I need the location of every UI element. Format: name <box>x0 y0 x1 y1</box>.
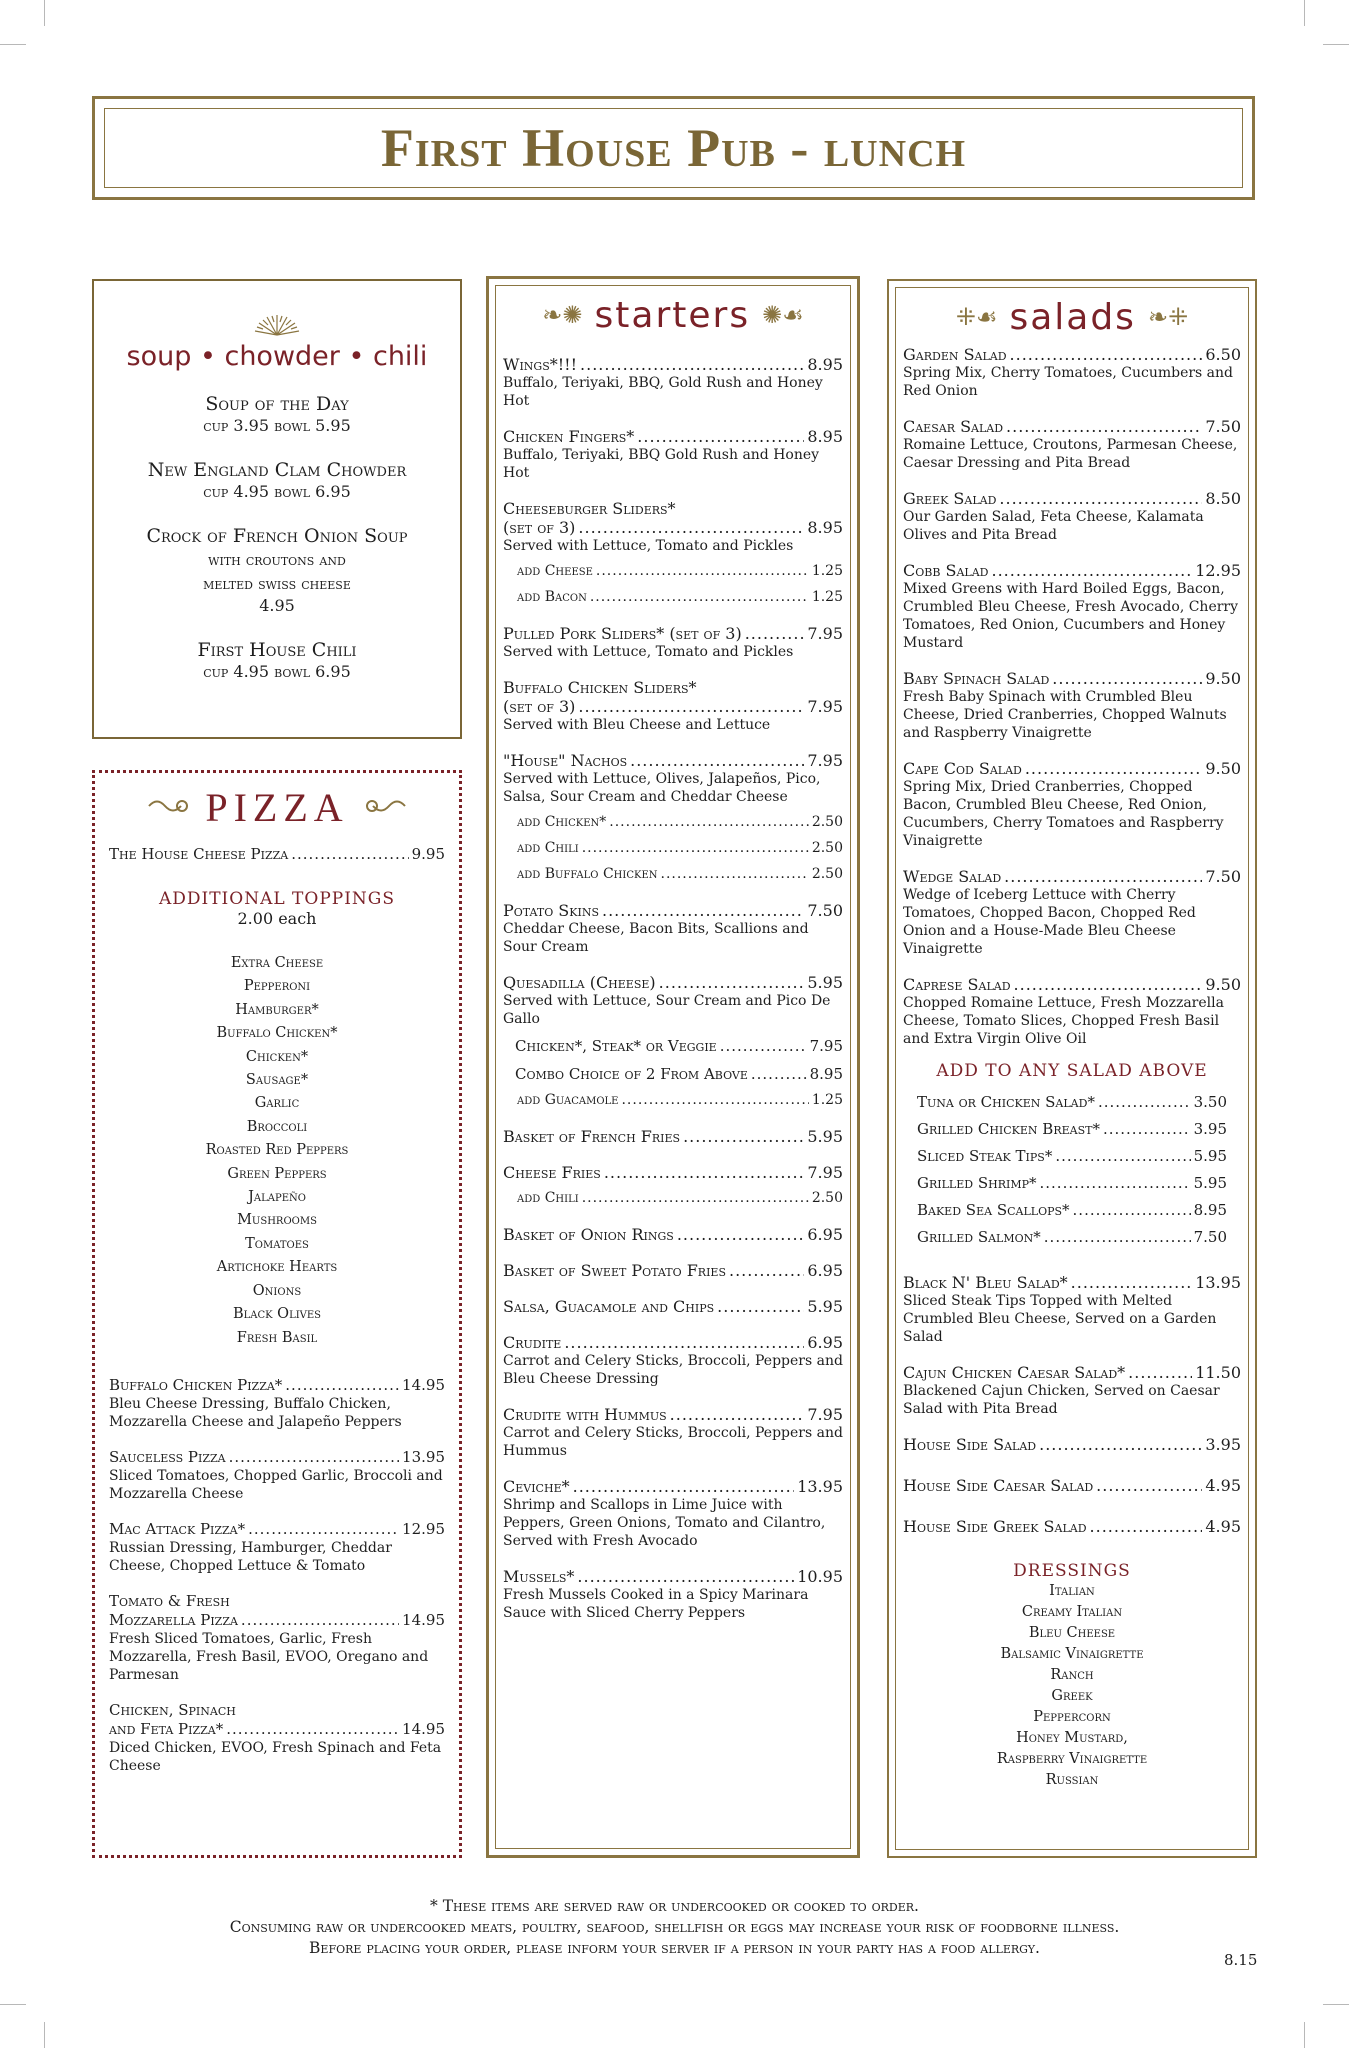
toppings-list <box>109 952 445 1350</box>
crop-mark <box>1304 2022 1305 2048</box>
dressings-header: DRESSINGS <box>1013 1561 1131 1581</box>
menu-item <box>903 1435 1241 1454</box>
menu-item <box>503 1297 843 1316</box>
item-price: 7.50 <box>1205 417 1241 436</box>
fleuron-right-icon: ✺☙ <box>762 300 804 329</box>
menu-item <box>503 1127 843 1146</box>
topping-item: Garlic <box>254 1095 300 1112</box>
addon-name: Combo Choice of 2 From Above <box>515 1065 748 1083</box>
menu-item <box>903 759 1241 850</box>
starters-header: starters <box>594 294 751 336</box>
addon-price: 7.50 <box>1193 1228 1227 1246</box>
item-price: 7.95 <box>807 751 843 770</box>
addon-price: 3.95 <box>1193 1120 1227 1138</box>
menu-item <box>109 845 445 864</box>
item-desc: Buffalo, Teriyaki, BBQ, Gold Rush and Honey Hot <box>503 375 823 409</box>
item-price: 9.50 <box>1205 975 1241 994</box>
addon-name: Grilled Salmon* <box>917 1228 1041 1246</box>
crop-mark <box>1304 0 1305 26</box>
sunburst-ornament-icon <box>94 313 460 337</box>
soup-name: New England Clam Chowder <box>147 459 407 481</box>
addon-name: Sliced Steak Tips* <box>917 1147 1053 1165</box>
item-price: 8.95 <box>807 427 843 446</box>
item-desc: Served with Lettuce, Tomato and Pickles <box>503 644 794 660</box>
item-price: 9.50 <box>1205 759 1241 778</box>
item-price: 5.95 <box>807 973 843 992</box>
menu-item <box>109 1592 445 1684</box>
menu-item <box>109 1701 445 1775</box>
item-price: 11.50 <box>1195 1363 1241 1382</box>
title-box <box>92 96 1255 200</box>
item-name: Cobb Salad <box>903 561 989 580</box>
item-desc: Diced Chicken, EVOO, Fresh Spinach and Feta Cheese <box>109 1739 442 1774</box>
menu-item <box>503 427 843 482</box>
item-desc: Fresh Sliced Tomatoes, Garlic, Fresh Mozzarella, Fresh Basil, EVOO, Oregano and Parmesan <box>109 1630 429 1683</box>
topping-item: Fresh Basil <box>236 1329 318 1346</box>
item-desc: Served with Lettuce, Tomato and Pickles <box>503 538 794 554</box>
menu-item <box>903 867 1241 958</box>
menu-item <box>503 1163 843 1208</box>
menu-item <box>503 1225 843 1244</box>
soup-desc: melted swiss cheese <box>203 574 351 593</box>
dressing-item: Bleu Cheese <box>1028 1625 1116 1641</box>
item-desc: Spring Mix, Dried Cranberries, Chopped Bacon, Crumbled Bleu Cheese, Red Onion, Cucumbers, Cherry Tomatoes and Raspberry Vinaigrette <box>903 779 1224 849</box>
menu-item <box>903 345 1241 400</box>
menu-item <box>109 1376 445 1431</box>
menu-item <box>503 1333 843 1388</box>
menu-item <box>503 1567 843 1622</box>
addon-price: 2.50 <box>811 814 843 830</box>
addon-price: 5.95 <box>1193 1174 1227 1192</box>
crop-mark <box>0 2004 26 2005</box>
addon-price: 2.50 <box>811 840 843 856</box>
item-desc: Mixed Greens with Hard Boiled Eggs, Bacon, Crumbled Bleu Cheese, Fresh Avocado, Cherry Tomatoes, Red Onion, Cucumbers and Honey Mustard <box>903 581 1239 651</box>
crop-mark <box>0 44 26 45</box>
item-desc: Carrot and Celery Sticks, Broccoli, Peppers and Bleu Cheese Dressing <box>503 1353 843 1387</box>
item-price: 14.95 <box>402 1375 445 1394</box>
crop-mark <box>1323 2004 1349 2005</box>
item-desc: Romaine Lettuce, Croutons, Parmesan Cheese, Caesar Dressing and Pita Bread <box>903 437 1238 471</box>
item-desc: Russian Dressing, Hamburger, Cheddar Cheese, Chopped Lettuce & Tomato <box>109 1539 392 1574</box>
soup-header: soup • chowder • chili <box>126 341 428 372</box>
item-desc: Bleu Cheese Dressing, Buffalo Chicken, Mozzarella Cheese and Jalapeño Peppers <box>109 1395 402 1430</box>
soup-price: cup 4.95 bowl 6.95 <box>203 482 351 501</box>
dressing-item: Russian <box>1045 1772 1099 1788</box>
item-price: 7.50 <box>1205 867 1241 886</box>
toppings-price: 2.00 each <box>237 909 317 928</box>
dressing-item: Italian <box>1049 1583 1095 1599</box>
item-name: Cajun Chicken Caesar Salad* <box>903 1363 1126 1382</box>
item-price: 6.95 <box>807 1333 843 1352</box>
item-name: Chicken Fingers* <box>503 427 635 446</box>
fleuron-left-icon: ❧✺ <box>542 300 583 329</box>
item-name: Crudite <box>503 1333 562 1352</box>
topping-item: Tomatoes <box>245 1235 309 1252</box>
item-name: Buffalo Chicken Pizza* <box>109 1375 283 1394</box>
addon-price: 1.25 <box>811 563 843 579</box>
item-desc: Served with Lettuce, Sour Cream and Pico De Gallo <box>503 993 831 1027</box>
item-price: 14.95 <box>402 1610 445 1629</box>
menu-item <box>503 355 843 410</box>
topping-item: Onions <box>252 1282 302 1299</box>
soup-name: First House Chili <box>197 639 357 661</box>
item-name: Sauceless Pizza <box>109 1447 226 1466</box>
addon-price: 1.25 <box>811 1092 843 1108</box>
topping-item: Pepperoni <box>243 978 311 995</box>
item-name: Mac Attack Pizza* <box>109 1519 246 1538</box>
item-price: 8.50 <box>1205 489 1241 508</box>
version-number: 8.15 <box>1224 1951 1258 1969</box>
item-name-line1: Chicken, Spinach <box>109 1700 236 1719</box>
item-price: 13.95 <box>402 1447 445 1466</box>
item-price: 13.95 <box>797 1477 843 1496</box>
soup-name: Soup of the Day <box>205 393 349 415</box>
item-name-line1: Buffalo Chicken Sliders* <box>503 678 697 697</box>
soup-desc: with croutons and <box>208 550 346 569</box>
item-name: Basket of Sweet Potato Fries <box>503 1261 726 1280</box>
addon-name: add Guacamole <box>517 1092 619 1108</box>
crop-mark <box>1323 44 1349 45</box>
soup-item <box>94 638 460 682</box>
addon-name: Chicken*, Steak* or Veggie <box>515 1037 717 1055</box>
starters-panel <box>486 276 860 1858</box>
soup-panel <box>92 279 462 739</box>
item-price: 7.95 <box>807 624 843 643</box>
item-desc: Our Garden Salad, Feta Cheese, Kalamata Olives and Pita Bread <box>903 509 1204 543</box>
item-name: The House Cheese Pizza <box>109 845 289 863</box>
item-desc: Served with Lettuce, Olives, Jalapeños, Pico, Salsa, Sour Cream and Cheddar Cheese <box>503 771 821 805</box>
item-name: Cheese Fries <box>503 1163 601 1182</box>
item-desc: Cheddar Cheese, Bacon Bits, Scallions and Sour Cream <box>503 921 809 955</box>
addon-price: 1.25 <box>811 589 843 605</box>
item-name: Garden Salad <box>903 345 1007 364</box>
soup-item <box>94 392 460 436</box>
topping-item: Mushrooms <box>237 1212 317 1229</box>
addon-price: 7.95 <box>809 1037 843 1055</box>
item-name: Crudite with Hummus <box>503 1405 667 1424</box>
item-price: 7.95 <box>807 1163 843 1182</box>
item-price: 14.95 <box>402 1719 445 1738</box>
item-desc: Buffalo, Teriyaki, BBQ Gold Rush and Honey Hot <box>503 447 820 481</box>
item-name: Caesar Salad <box>903 417 1004 436</box>
menu-item <box>903 1476 1241 1495</box>
addon-price: 3.50 <box>1193 1093 1227 1111</box>
item-price: 5.95 <box>807 1127 843 1146</box>
soup-price: cup 3.95 bowl 5.95 <box>203 416 351 435</box>
item-name: Mussels* <box>503 1567 575 1586</box>
dressing-item: Creamy Italian <box>1021 1604 1123 1620</box>
menu-item <box>109 1448 445 1503</box>
item-name: Ceviche* <box>503 1477 570 1496</box>
addon-price: 2.50 <box>811 1190 843 1206</box>
item-name: Salsa, Guacamole and Chips <box>503 1297 715 1316</box>
pizza-panel <box>92 770 462 1858</box>
item-desc: Fresh Mussels Cooked in a Spicy Marinara Sauce with Sliced Cherry Peppers <box>503 1587 809 1621</box>
item-desc: Shrimp and Scallops in Lime Juice with Peppers, Green Onions, Tomato and Cilantro, Served with Fresh Avocado <box>503 1497 826 1549</box>
item-price: 3.95 <box>1205 1435 1241 1454</box>
item-desc: Carrot and Celery Sticks, Broccoli, Peppers and Hummus <box>503 1425 843 1459</box>
item-price: 8.95 <box>807 518 843 537</box>
crop-mark <box>44 0 45 26</box>
menu-item <box>503 499 843 607</box>
addon-name: add Chili <box>517 1190 579 1206</box>
menu-item <box>503 624 843 661</box>
item-price: 5.95 <box>807 1297 843 1316</box>
item-name-line1: Cheeseburger Sliders* <box>503 499 676 518</box>
addon-name: add Chili <box>517 840 579 856</box>
addon-price: 2.50 <box>811 866 843 882</box>
crop-mark <box>44 2022 45 2048</box>
scroll-ornament-right-icon <box>365 795 407 819</box>
item-price: 6.50 <box>1205 345 1241 364</box>
menu-item <box>903 669 1241 742</box>
topping-item: Artichoke Hearts <box>216 1259 338 1276</box>
item-name: Cape Cod Salad <box>903 759 1022 778</box>
menu-item <box>903 1363 1241 1418</box>
item-price: 6.95 <box>807 1225 843 1244</box>
item-name: Pulled Pork Sliders* (set of 3) <box>503 624 742 643</box>
addon-name: Grilled Chicken Breast* <box>917 1120 1100 1138</box>
item-desc: Sliced Steak Tips Topped with Melted Crumbled Bleu Cheese, Served on a Garden Salad <box>903 1293 1217 1345</box>
soup-item <box>94 458 460 502</box>
topping-item: Black Olives <box>232 1306 322 1323</box>
menu-item <box>903 561 1241 652</box>
item-price: 4.95 <box>1205 1476 1241 1495</box>
addon-price: 8.95 <box>809 1065 843 1083</box>
dressing-item: Balsamic Vinaigrette <box>1000 1646 1144 1662</box>
item-desc: Blackened Cajun Chicken, Served on Caesar Salad with Pita Bread <box>903 1383 1220 1417</box>
item-name: House Side Salad <box>903 1435 1037 1454</box>
topping-item: Sausage* <box>245 1072 309 1089</box>
fleuron-left-icon: ⁜☙ <box>955 302 998 331</box>
soup-price: cup 4.95 bowl 6.95 <box>203 662 351 681</box>
topping-item: Hamburger* <box>235 1001 319 1018</box>
addon-name: Grilled Shrimp* <box>917 1174 1037 1192</box>
topping-item: Green Peppers <box>227 1165 327 1182</box>
item-price: 12.95 <box>1195 561 1241 580</box>
addon-name: add Bacon <box>517 589 587 605</box>
item-desc: Wedge of Iceberg Lettuce with Cherry Tomatoes, Chopped Bacon, Chopped Red Onion and a House-Made Bleu Cheese Vinaigrette <box>903 887 1196 957</box>
item-name: and Feta Pizza* <box>109 1719 224 1738</box>
item-name: Potato Skins <box>503 901 599 920</box>
scroll-ornament-left-icon <box>147 795 189 819</box>
item-desc: Chopped Romaine Lettuce, Fresh Mozzarella Cheese, Tomato Slices, Chopped Fresh Basil and Extra Virgin Olive Oil <box>903 995 1224 1047</box>
menu-item <box>903 975 1241 1048</box>
item-name: Wedge Salad <box>903 867 1002 886</box>
menu-item <box>903 489 1241 544</box>
item-price: 10.95 <box>797 1567 843 1586</box>
item-name: Caprese Salad <box>903 975 1011 994</box>
menu-item <box>903 1517 1241 1536</box>
item-name: House Side Caesar Salad <box>903 1476 1094 1495</box>
item-name: Mozzarella Pizza <box>109 1610 238 1629</box>
footer-line: * These items are served raw or undercooked or cooked to order. <box>430 1897 919 1915</box>
item-name: Basket of Onion Rings <box>503 1225 674 1244</box>
item-price: 7.50 <box>807 901 843 920</box>
addon-name: add Cheese <box>517 563 593 579</box>
dressing-item: Ranch <box>1050 1667 1094 1683</box>
menu-item <box>903 417 1241 472</box>
addon-name: Baked Sea Scallops* <box>917 1201 1070 1219</box>
menu-item <box>903 1273 1241 1346</box>
topping-item: Jalapeño <box>248 1189 306 1206</box>
addon-name: Tuna or Chicken Salad* <box>917 1093 1095 1111</box>
topping-item: Extra Cheese <box>230 955 324 971</box>
item-name: Black N' Bleu Salad* <box>903 1273 1068 1292</box>
dressing-item: Greek <box>1051 1688 1093 1704</box>
item-name: House Side Greek Salad <box>903 1517 1087 1536</box>
item-desc: Served with Bleu Cheese and Lettuce <box>503 717 771 733</box>
item-desc: Fresh Baby Spinach with Crumbled Bleu Cheese, Dried Cranberries, Chopped Walnuts and Raspberry Vinaigrette <box>903 689 1227 741</box>
menu-item <box>503 1477 843 1550</box>
item-name: (set of 3) <box>503 518 576 537</box>
footer-line: Before placing your order, please inform your server if a person in your party has a food allergy. <box>309 1939 1040 1957</box>
item-name-line1: Tomato & Fresh <box>109 1591 230 1610</box>
addon-price: 5.95 <box>1193 1147 1227 1165</box>
menu-item <box>503 751 843 884</box>
menu-item <box>503 678 843 734</box>
pizza-header: PIZZA <box>205 784 349 830</box>
soup-name: Crock of French Onion Soup <box>146 525 408 547</box>
menu-item <box>109 1520 445 1575</box>
dressing-item: Peppercorn <box>1033 1709 1111 1725</box>
dressing-item: Honey Mustard, <box>1016 1730 1128 1746</box>
menu-item <box>503 1261 843 1280</box>
addon-name: add Buffalo Chicken <box>517 866 658 882</box>
addon-price: 8.95 <box>1193 1201 1227 1219</box>
item-price: 6.95 <box>807 1261 843 1280</box>
item-name: "House" Nachos <box>503 751 628 770</box>
salads-header: salads <box>1009 296 1136 338</box>
item-price: 13.95 <box>1195 1273 1241 1292</box>
footer-line: Consuming raw or undercooked meats, poultry, seafood, shellfish or eggs may increase your risk of foodborne illness. <box>229 1918 1120 1936</box>
item-name: Wings*!!! <box>503 355 578 374</box>
dressing-item: Raspberry Vinaigrette <box>996 1751 1148 1767</box>
item-price: 9.95 <box>411 845 445 863</box>
dressings-list <box>903 1581 1241 1791</box>
item-name: Quesadilla (Cheese) <box>503 973 656 992</box>
item-price: 7.95 <box>807 697 843 716</box>
item-price: 8.95 <box>807 355 843 374</box>
item-name: Baby Spinach Salad <box>903 669 1050 688</box>
topping-item: Broccoli <box>246 1118 308 1135</box>
salads-panel <box>887 279 1257 1858</box>
item-price: 12.95 <box>402 1519 445 1538</box>
item-price: 7.95 <box>807 1405 843 1424</box>
item-name: Greek Salad <box>903 489 997 508</box>
soup-price: 4.95 <box>259 596 295 615</box>
menu-item <box>503 1405 843 1460</box>
add-to-salad-header: ADD TO ANY SALAD ABOVE <box>936 1061 1208 1081</box>
topping-item: Roasted Red Peppers <box>205 1142 349 1159</box>
toppings-header: ADDITIONAL TOPPINGS <box>158 889 396 909</box>
topping-item: Chicken* <box>245 1048 309 1065</box>
page-title: First House Pub - lunch <box>380 118 967 178</box>
soup-item <box>94 524 460 616</box>
item-name: (set of 3) <box>503 697 576 716</box>
addon-name: add Chicken* <box>517 814 607 830</box>
menu-item <box>503 973 843 1110</box>
topping-item: Buffalo Chicken* <box>216 1025 338 1042</box>
item-desc: Spring Mix, Cherry Tomatoes, Cucumbers and Red Onion <box>903 365 1234 399</box>
item-price: 9.50 <box>1205 669 1241 688</box>
fleuron-right-icon: ❧⁜ <box>1147 302 1189 331</box>
footer-notice <box>0 1896 1349 1959</box>
item-desc: Sliced Tomatoes, Chopped Garlic, Broccoli and Mozzarella Cheese <box>109 1467 443 1502</box>
item-name: Basket of French Fries <box>503 1127 681 1146</box>
item-price: 4.95 <box>1205 1517 1241 1536</box>
menu-item <box>503 901 843 956</box>
add-to-salad-list <box>917 1089 1227 1251</box>
